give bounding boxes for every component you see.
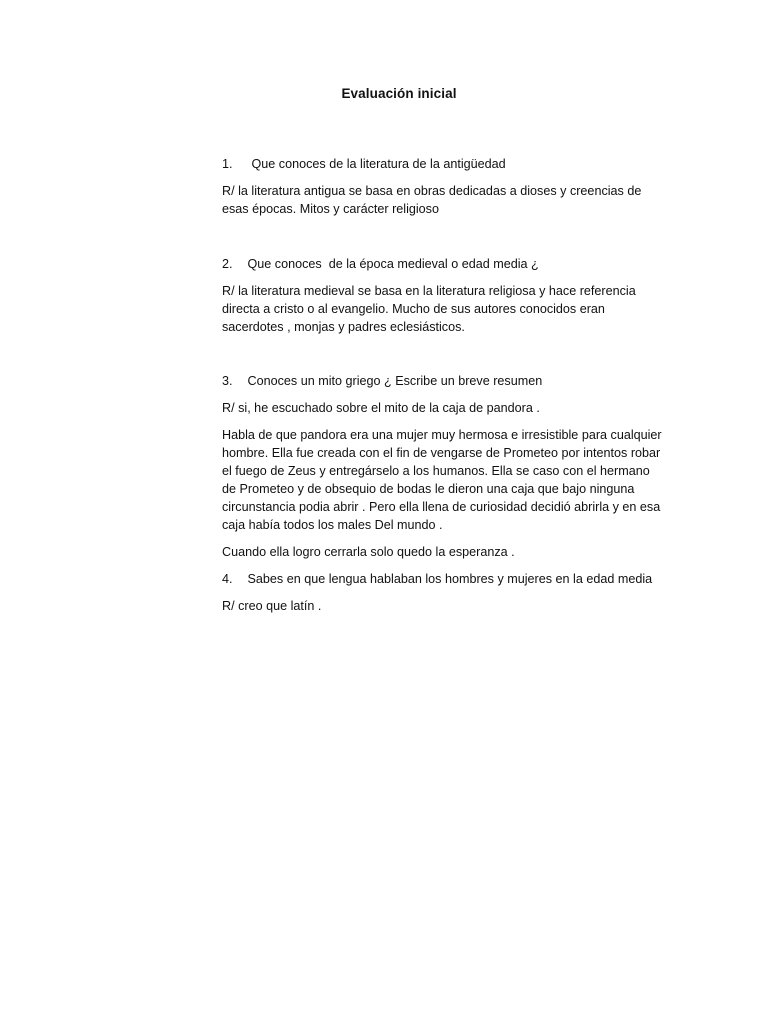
question-text: Sabes en que lengua hablaban los hombres y mujeres en la edad media [247,572,653,586]
question-text: Que conoces de la época medieval o edad media ¿ [247,257,539,271]
question-number: 2. [222,257,233,271]
question-text: Que conoces de la literatura de la antigüedad [251,157,506,171]
answer-paragraph: R/ si, he escuchado sobre el mito de la caja de pandora . [222,401,540,415]
question-number: 1. [222,157,233,171]
document-body [222,155,662,624]
question-3 [222,372,662,390]
question-number: 3. [222,374,233,388]
spacer [222,345,662,372]
answer-paragraph: R/ la literatura antigua se basa en obras dedicadas a dioses y creencias de esas épocas. Mitos y carácter religioso [222,184,642,216]
document-title: Evaluación inicial [341,86,457,101]
spacer [222,227,662,255]
question-text: Conoces un mito griego ¿ Escribe un breve resumen [247,374,543,388]
answer-paragraph: R/ la literatura medieval se basa en la literatura religiosa y hace referencia directa a cristo o al evangelio. Mucho de sus autores conocidos eran sacerdotes , monjas y padres eclesiásticos. [222,284,636,334]
answer-paragraph: Cuando ella logro cerrarla solo quedo la esperanza . [222,545,515,559]
question-4 [222,570,662,588]
answer-paragraph: Habla de que pandora era una mujer muy hermosa e irresistible para cualquier hombre. Ella fue creada con el fin de vengarse de Prometeo por intentos robar el fuego de Zeus y entregárselo a los humanos. Ella se caso con el hermano de Prometeo y de obsequio de bodas le dieron una caja que bajo ninguna circunstancia podia abrir . Pero ella llena de curiosidad decidió abrirla y en esa caja había todos los males Del mundo . [222,428,662,532]
answer-paragraph: R/ creo que latín . [222,599,322,613]
question-1 [222,155,662,173]
question-number: 4. [222,572,233,586]
question-2 [222,255,662,273]
